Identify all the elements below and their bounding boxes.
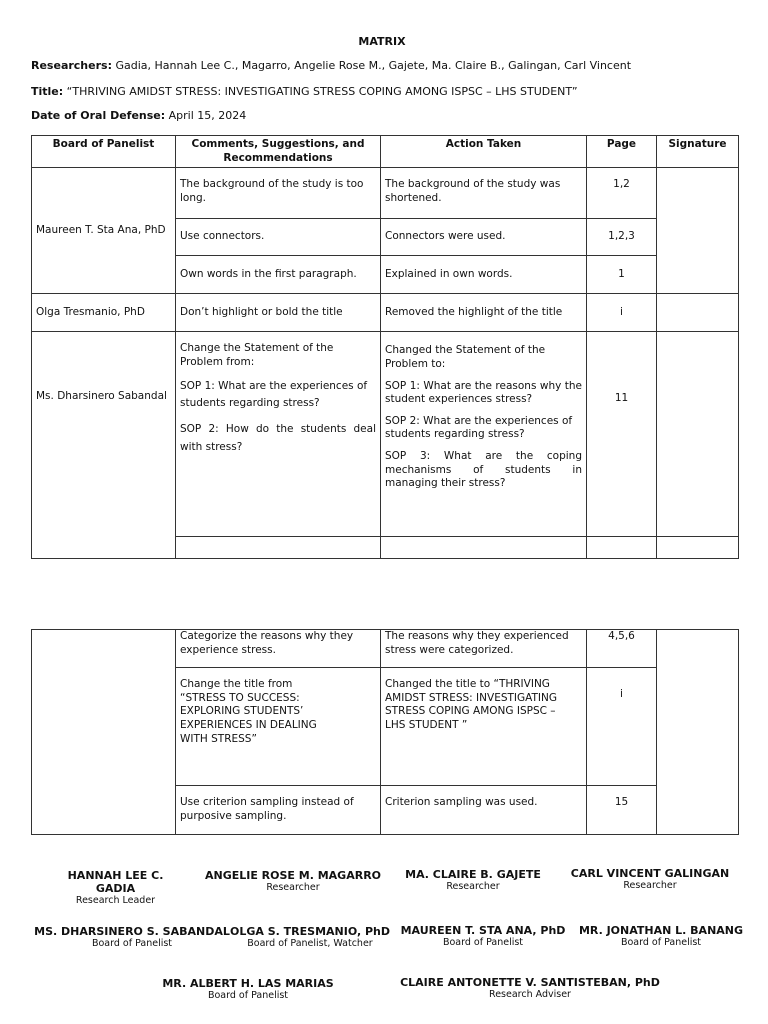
signatory-role: Board of Panelist: [442, 937, 524, 948]
title-label: Title:: [31, 85, 64, 98]
action-cell: [381, 537, 587, 559]
comment-cell: The background of the study is too long.: [176, 168, 381, 219]
signatory-name: MAUREEN T. STA ANA, PhD: [400, 924, 566, 937]
matrix-table-continued: [31, 629, 739, 835]
signature-cell: [657, 537, 739, 559]
comment-para: Change the Statement of the Problem from:: [180, 342, 334, 368]
action-para: SOP 2: What are the experiences of students regarding stress?: [385, 414, 573, 441]
page-cell: [587, 537, 657, 559]
page-cell: 1: [587, 256, 657, 294]
page-cell: i: [587, 294, 657, 332]
signatory-role: Board of Panelist: [207, 990, 289, 1001]
action-cell: Criterion sampling was used.: [381, 786, 587, 835]
signatory-name: HANNAH LEE C. GADIA: [67, 869, 164, 895]
signatory-role: Research Adviser: [489, 989, 571, 1000]
comment-cell: Use criterion sampling instead of purposive sampling.: [176, 786, 381, 835]
date-label: Date of Oral Defense:: [31, 109, 166, 122]
signatory-role: Researcher: [446, 881, 500, 892]
signatory: [398, 868, 548, 892]
comment-para: SOP 2: How do the students deal with stress?: [180, 423, 376, 454]
action-cell: Removed the highlight of the title: [381, 294, 587, 332]
action-cell: The background of the study was shortened.: [381, 168, 587, 219]
panelist-name: Ms. Dharsinero Sabandal: [36, 390, 167, 403]
signatory-role: Researcher: [266, 882, 320, 893]
table-row: [32, 168, 739, 219]
signatory-role: Researcher: [623, 880, 677, 891]
header-signature: Signature: [657, 136, 739, 168]
researchers-label: Researchers:: [31, 59, 112, 72]
page-cell: 1,2: [587, 168, 657, 219]
comment-cell: Change the title from “STRESS TO SUCCESS: EXPLORING STUDENTS’ EXPERIENCES IN DEALING WITH STRESS”: [176, 668, 381, 786]
action-cell: The reasons why they experienced stress were categorized.: [381, 630, 587, 668]
action-cell: [381, 332, 587, 537]
action-para: SOP 3: What are the coping mechanisms of students in managing their stress?: [385, 450, 582, 490]
signature-cell: [657, 294, 739, 332]
signatory-role: Board of Panelist: [620, 937, 702, 948]
signatory: [150, 977, 346, 1001]
signatory-name: MA. CLAIRE B. GAJETE: [405, 868, 541, 881]
signatory: [566, 867, 734, 891]
panelist-name: Maureen T. Sta Ana, PhD: [32, 168, 176, 294]
date-line: [31, 109, 246, 122]
signature-cell: [657, 168, 739, 294]
signatory: [574, 924, 748, 948]
action-para: Changed the Statement of the Problem to:: [385, 344, 546, 370]
page-cell: 1,2,3: [587, 219, 657, 256]
panelist-cell: [32, 630, 176, 835]
signatory-role: Board of Panelist: [91, 938, 173, 949]
signatory: [58, 869, 173, 906]
table-row: [32, 332, 739, 537]
page-cell: 15: [587, 786, 657, 835]
researchers-value: Gadia, Hannah Lee C., Magarro, Angelie Rose M., Gajete, Ma. Claire B., Galingan, Carl Vincent: [115, 59, 632, 72]
panelist-cell: [32, 332, 176, 559]
header-page: Page: [587, 136, 657, 168]
signatory: [396, 924, 570, 948]
action-para: SOP 1: What are the reasons why the student experiences stress?: [385, 379, 582, 406]
comment-cell: [176, 332, 381, 537]
signature-cell: [657, 332, 739, 537]
header-panelist: Board of Panelist: [32, 136, 176, 168]
signature-cell: [657, 630, 739, 835]
title-line: [31, 85, 578, 98]
signatory-name: ANGELIE ROSE M. MAGARRO: [204, 869, 382, 882]
signatory-name: OLGA S. TRESMANIO, PhD: [230, 925, 390, 938]
action-cell: Explained in own words.: [381, 256, 587, 294]
signatory: [200, 869, 386, 893]
signatory-name: CLAIRE ANTONETTE V. SANTISTEBAN, PhD: [400, 976, 660, 989]
comment-para: SOP 1: What are the experiences of students regarding stress?: [180, 379, 368, 410]
comment-cell: Own words in the first paragraph.: [176, 256, 381, 294]
date-value: April 15, 2024: [168, 109, 247, 122]
page-cell: i: [587, 668, 657, 786]
signatory-name: MS. DHARSINERO S. SABANDAL: [34, 925, 230, 938]
matrix-table: [31, 135, 739, 559]
title-value: “THRIVING AMIDST STRESS: INVESTIGATING STRESS COPING AMONG ISPSC – LHS STUDENT”: [66, 85, 578, 98]
comment-cell: Categorize the reasons why they experience stress.: [176, 630, 381, 668]
table-row: [32, 630, 739, 668]
comment-cell: Use connectors.: [176, 219, 381, 256]
action-cell: Connectors were used.: [381, 219, 587, 256]
signatory-name: MR. ALBERT H. LAS MARIAS: [162, 977, 334, 990]
table-header-row: [32, 136, 739, 168]
action-cell: Changed the title to “THRIVING AMIDST STRESS: INVESTIGATING STRESS COPING AMONG ISPSC – LHS STUDENT ”: [381, 668, 587, 786]
panelist-name: Olga Tresmanio, PhD: [32, 294, 176, 332]
signatory: [396, 976, 664, 1000]
header-comments: Comments, Suggestions, and Recommendations: [176, 136, 381, 168]
header-action: Action Taken: [381, 136, 587, 168]
comment-cell: Don’t highlight or bold the title: [176, 294, 381, 332]
page-cell: 11: [587, 332, 657, 537]
signatory-role: Research Leader: [75, 895, 156, 906]
researchers-line: [31, 59, 631, 72]
table-row: [32, 294, 739, 332]
signatory: [32, 925, 232, 949]
page-cell: 4,5,6: [587, 630, 657, 668]
comment-cell: [176, 537, 381, 559]
signatory: [228, 925, 392, 949]
signatory-name: MR. JONATHAN L. BANANG: [578, 924, 744, 937]
signatory-role: Board of Panelist, Watcher: [247, 938, 373, 949]
signatory-name: CARL VINCENT GALINGAN: [570, 867, 730, 880]
document-title: MATRIX: [358, 35, 406, 48]
